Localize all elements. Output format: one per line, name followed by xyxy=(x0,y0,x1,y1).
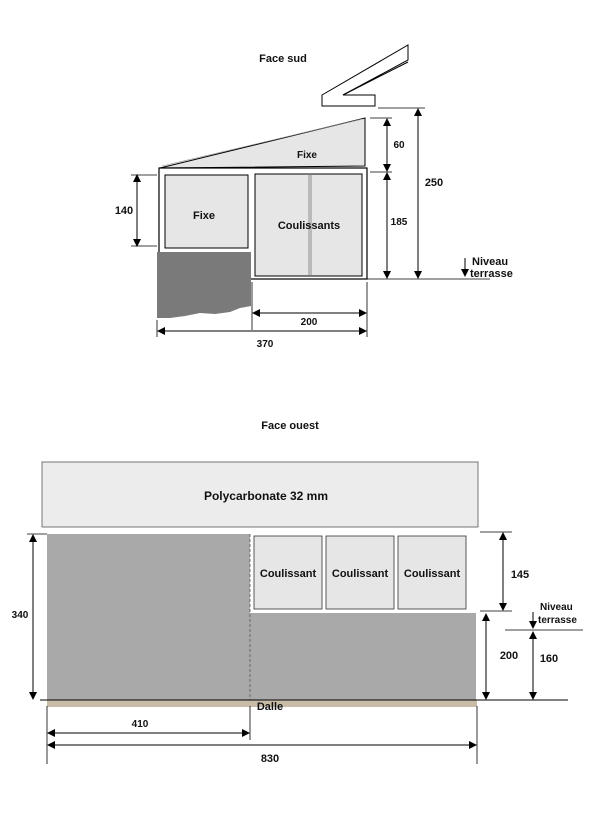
west-dim-145: 145 xyxy=(510,569,530,581)
west-dalle-label: Dalle xyxy=(256,701,284,713)
south-dim-185: 185 xyxy=(390,217,408,228)
south-wall-block xyxy=(157,252,251,318)
west-dim-340: 340 xyxy=(11,610,29,621)
west-elevation xyxy=(12,420,583,765)
west-dim-410: 410 xyxy=(131,719,149,730)
south-niveau-line1: Niveau xyxy=(472,256,509,268)
west-coulissant-label-1: Coulissant xyxy=(259,568,317,580)
south-roof-overhang xyxy=(322,45,408,106)
south-fixe-left-label: Fixe xyxy=(192,210,216,222)
south-niveau-line2: terrasse xyxy=(470,268,513,280)
south-dim-200: 200 xyxy=(300,317,318,328)
south-title: Face sud xyxy=(259,53,307,65)
south-coulissants-label: Coulissants xyxy=(277,220,341,232)
west-dim-200: 200 xyxy=(499,650,519,662)
west-title: Face ouest xyxy=(261,420,319,432)
south-elevation xyxy=(115,45,513,350)
west-dim-160: 160 xyxy=(539,653,559,665)
south-dim-250: 250 xyxy=(424,177,444,189)
west-roof-label: Polycarbonate 32 mm xyxy=(203,489,329,503)
west-dim-830: 830 xyxy=(260,753,280,765)
west-coulissant-label-2: Coulissant xyxy=(331,568,389,580)
south-dim-370: 370 xyxy=(256,339,274,350)
south-dim-140: 140 xyxy=(114,205,134,217)
west-coulissant-label-3: Coulissant xyxy=(403,568,461,580)
west-niveau-line1: Niveau xyxy=(540,602,573,613)
west-wall-right-lower xyxy=(250,613,476,700)
west-niveau-line2: terrasse xyxy=(538,615,577,626)
south-dim-60: 60 xyxy=(393,140,405,151)
west-wall-left xyxy=(47,534,250,700)
south-fixe-top-label: Fixe xyxy=(296,150,318,161)
